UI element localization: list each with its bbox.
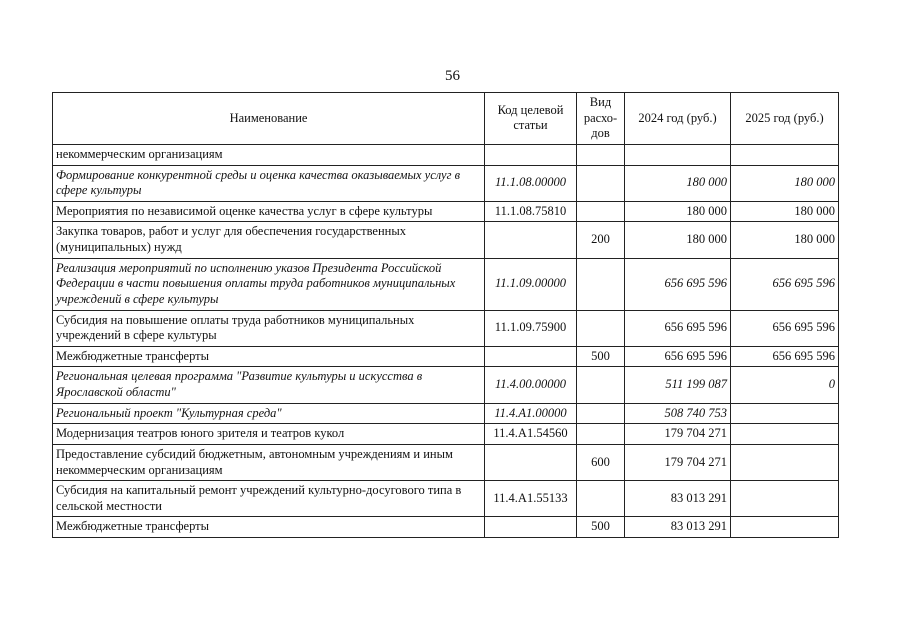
cell-code [485,444,577,480]
cell-2024: 180 000 [625,222,731,258]
cell-vid [577,165,625,201]
cell-code [485,346,577,367]
cell-2025 [731,517,839,538]
cell-code: 11.1.09.75900 [485,310,577,346]
cell-vid [577,310,625,346]
table-row [53,201,839,222]
cell-code [485,517,577,538]
cell-code: 11.4.A1.00000 [485,403,577,424]
cell-2025: 180 000 [731,222,839,258]
table-row [53,346,839,367]
table-row [53,367,839,403]
cell-vid [577,403,625,424]
cell-2024: 83 013 291 [625,481,731,517]
cell-2025 [731,403,839,424]
cell-vid: 500 [577,346,625,367]
cell-2024: 179 704 271 [625,444,731,480]
page-number: 56 [445,68,460,84]
cell-code: 11.1.09.00000 [485,258,577,310]
cell-vid: 200 [577,222,625,258]
table-row [53,517,839,538]
cell-code: 11.4.00.00000 [485,367,577,403]
cell-name: Закупка товаров, работ и услуг для обеспечения государственных (муниципальных) нужд [53,222,485,258]
cell-vid: 600 [577,444,625,480]
cell-name: Мероприятия по независимой оценке качества услуг в сфере культуры [53,201,485,222]
cell-vid [577,258,625,310]
cell-2024: 179 704 271 [625,424,731,445]
cell-name: Субсидия на повышение оплаты труда работников муниципальных учреждений в сфере культуры [53,310,485,346]
cell-code: 11.1.08.00000 [485,165,577,201]
cell-2025 [731,424,839,445]
cell-2025: 180 000 [731,165,839,201]
header-2025: 2025 год (руб.) [731,93,839,145]
table-row [53,222,839,258]
cell-code [485,144,577,165]
cell-2024: 180 000 [625,165,731,201]
budget-table [52,92,839,538]
cell-2025: 0 [731,367,839,403]
cell-name: некоммерческим организациям [53,144,485,165]
cell-2025: 656 695 596 [731,310,839,346]
cell-2024: 83 013 291 [625,517,731,538]
cell-name: Предоставление субсидий бюджетным, автономным учреждениям и иным некоммерческим организациям [53,444,485,480]
table-row [53,424,839,445]
header-code: Код целевой статьи [485,93,577,145]
table-row [53,165,839,201]
cell-2024: 656 695 596 [625,258,731,310]
table-row [53,481,839,517]
cell-name: Субсидия на капитальный ремонт учреждений культурно-досугового типа в сельской местности [53,481,485,517]
cell-2025: 656 695 596 [731,346,839,367]
cell-2025: 180 000 [731,201,839,222]
cell-name: Региональный проект "Культурная среда" [53,403,485,424]
table-row [53,403,839,424]
cell-2024: 656 695 596 [625,346,731,367]
header-2024: 2024 год (руб.) [625,93,731,145]
cell-vid [577,201,625,222]
header-vid: Вид расхо-дов [577,93,625,145]
cell-2024: 511 199 087 [625,367,731,403]
cell-code: 11.4.A1.54560 [485,424,577,445]
cell-vid: 500 [577,517,625,538]
cell-vid [577,144,625,165]
cell-code [485,222,577,258]
cell-2025: 656 695 596 [731,258,839,310]
table-row [53,444,839,480]
cell-name: Межбюджетные трансферты [53,517,485,538]
cell-2024 [625,144,731,165]
cell-name: Реализация мероприятий по исполнению указов Президента Российской Федерации в части повышения оплаты труда работников муниципальных учреждений в сфере культуры [53,258,485,310]
cell-code: 11.4.A1.55133 [485,481,577,517]
cell-2025 [731,481,839,517]
cell-2024: 180 000 [625,201,731,222]
cell-vid [577,424,625,445]
cell-name: Модернизация театров юного зрителя и театров кукол [53,424,485,445]
header-name: Наименование [53,93,485,145]
cell-vid [577,367,625,403]
cell-name: Межбюджетные трансферты [53,346,485,367]
table-row [53,258,839,310]
table-header-row [53,93,839,145]
cell-name: Формирование конкурентной среды и оценка качества оказываемых услуг в сфере культуры [53,165,485,201]
cell-2025 [731,444,839,480]
table-row [53,144,839,165]
table-row [53,310,839,346]
cell-vid [577,481,625,517]
cell-2025 [731,144,839,165]
cell-name: Региональная целевая программа "Развитие культуры и искусства в Ярославской области" [53,367,485,403]
cell-code: 11.1.08.75810 [485,201,577,222]
cell-2024: 508 740 753 [625,403,731,424]
cell-2024: 656 695 596 [625,310,731,346]
